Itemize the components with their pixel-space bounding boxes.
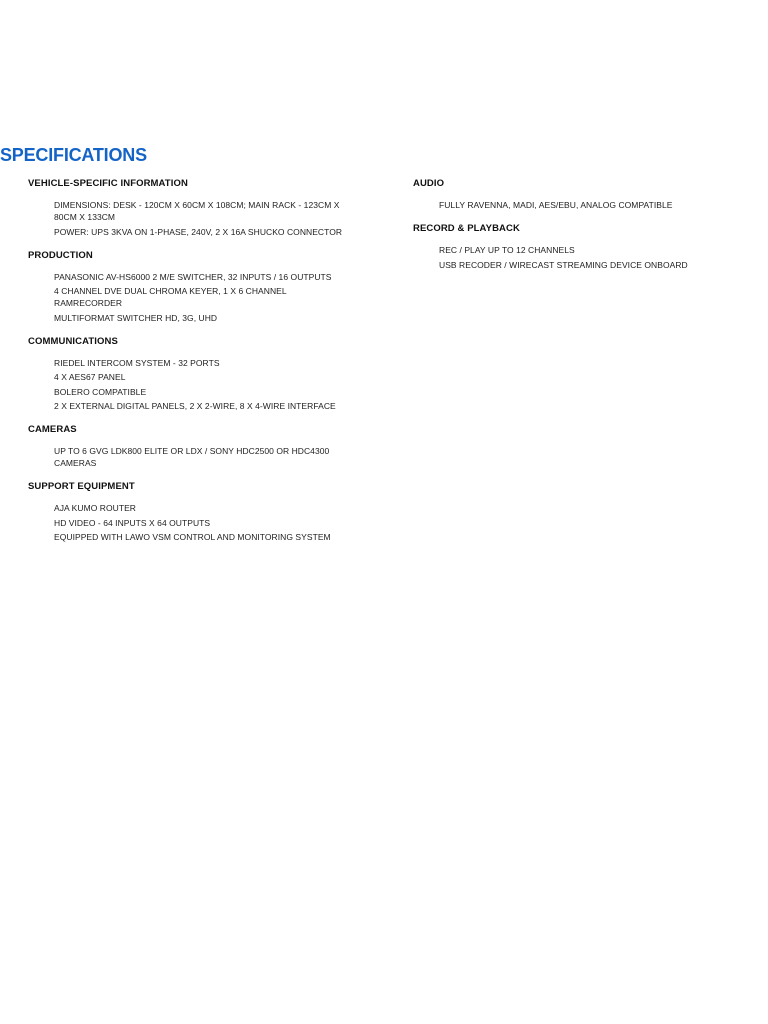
spec-item: 4 X AES67 PANEL (54, 372, 126, 382)
spec-list (413, 199, 743, 211)
section-heading: COMMUNICATIONS (28, 335, 118, 347)
section-vehicle-specific-information (28, 177, 368, 238)
spec-item: 4 CHANNEL DVE DUAL CHROMA KEYER, 1 X 6 CHANNEL RAMRECORDER (54, 286, 287, 308)
section-record-playback (413, 222, 743, 271)
section-communications (28, 335, 368, 413)
spec-item: RIEDEL INTERCOM SYSTEM - 32 PORTS (54, 357, 220, 368)
spec-list (413, 244, 743, 271)
page-title: SPECIFICATIONS (0, 145, 147, 165)
section-heading: SUPPORT EQUIPMENT (28, 481, 135, 492)
right-column (413, 177, 743, 282)
section-audio (413, 177, 743, 211)
spec-item: USB RECODER / WIRECAST STREAMING DEVICE ONBOARD (439, 259, 688, 270)
spec-item: AJA KUMO ROUTER (54, 503, 136, 513)
spec-list (28, 502, 368, 543)
section-heading: VEHICLE-SPECIFIC INFORMATION (28, 178, 188, 189)
spec-item: FULLY RAVENNA, MADI, AES/EBU, ANALOG COMPATIBLE (439, 200, 673, 210)
spec-item: REC / PLAY UP TO 12 CHANNELS (439, 245, 575, 255)
spec-item: 2 X EXTERNAL DIGITAL PANELS, 2 X 2-WIRE, 8 X 4-WIRE INTERFACE (54, 401, 336, 411)
spec-item: PANASONIC AV-HS6000 2 M/E SWITCHER, 32 INPUTS / 16 OUTPUTS (54, 271, 332, 282)
spec-item: MULTIFORMAT SWITCHER HD, 3G, UHD (54, 312, 218, 323)
spec-list (28, 445, 368, 469)
spec-item: POWER: UPS 3KVA ON 1-PHASE, 240V, 2 X 16A SHUCKO CONNECTOR (54, 226, 343, 237)
spec-list (28, 271, 368, 324)
section-support-equipment (28, 480, 368, 543)
spec-list (28, 357, 368, 413)
section-cameras (28, 423, 368, 469)
section-heading: RECORD & PLAYBACK (413, 223, 520, 234)
section-heading: AUDIO (413, 178, 445, 189)
spec-item: EQUIPPED WITH LAWO VSM CONTROL AND MONITORING SYSTEM (54, 532, 331, 542)
spec-item: BOLERO COMPATIBLE (54, 386, 147, 397)
spec-item: DIMENSIONS: DESK - 120CM X 60CM X 108CM; MAIN RACK - 123CM X 80CM X 133CM (54, 200, 340, 222)
spec-item: HD VIDEO - 64 INPUTS X 64 OUTPUTS (54, 517, 211, 528)
section-heading: PRODUCTION (28, 249, 93, 261)
spec-item: UP TO 6 GVG LDK800 ELITE OR LDX / SONY HDC2500 OR HDC4300 CAMERAS (54, 446, 330, 468)
spec-list (28, 199, 368, 238)
left-column (28, 177, 368, 554)
section-heading: CAMERAS (28, 424, 77, 435)
section-production (28, 249, 368, 324)
